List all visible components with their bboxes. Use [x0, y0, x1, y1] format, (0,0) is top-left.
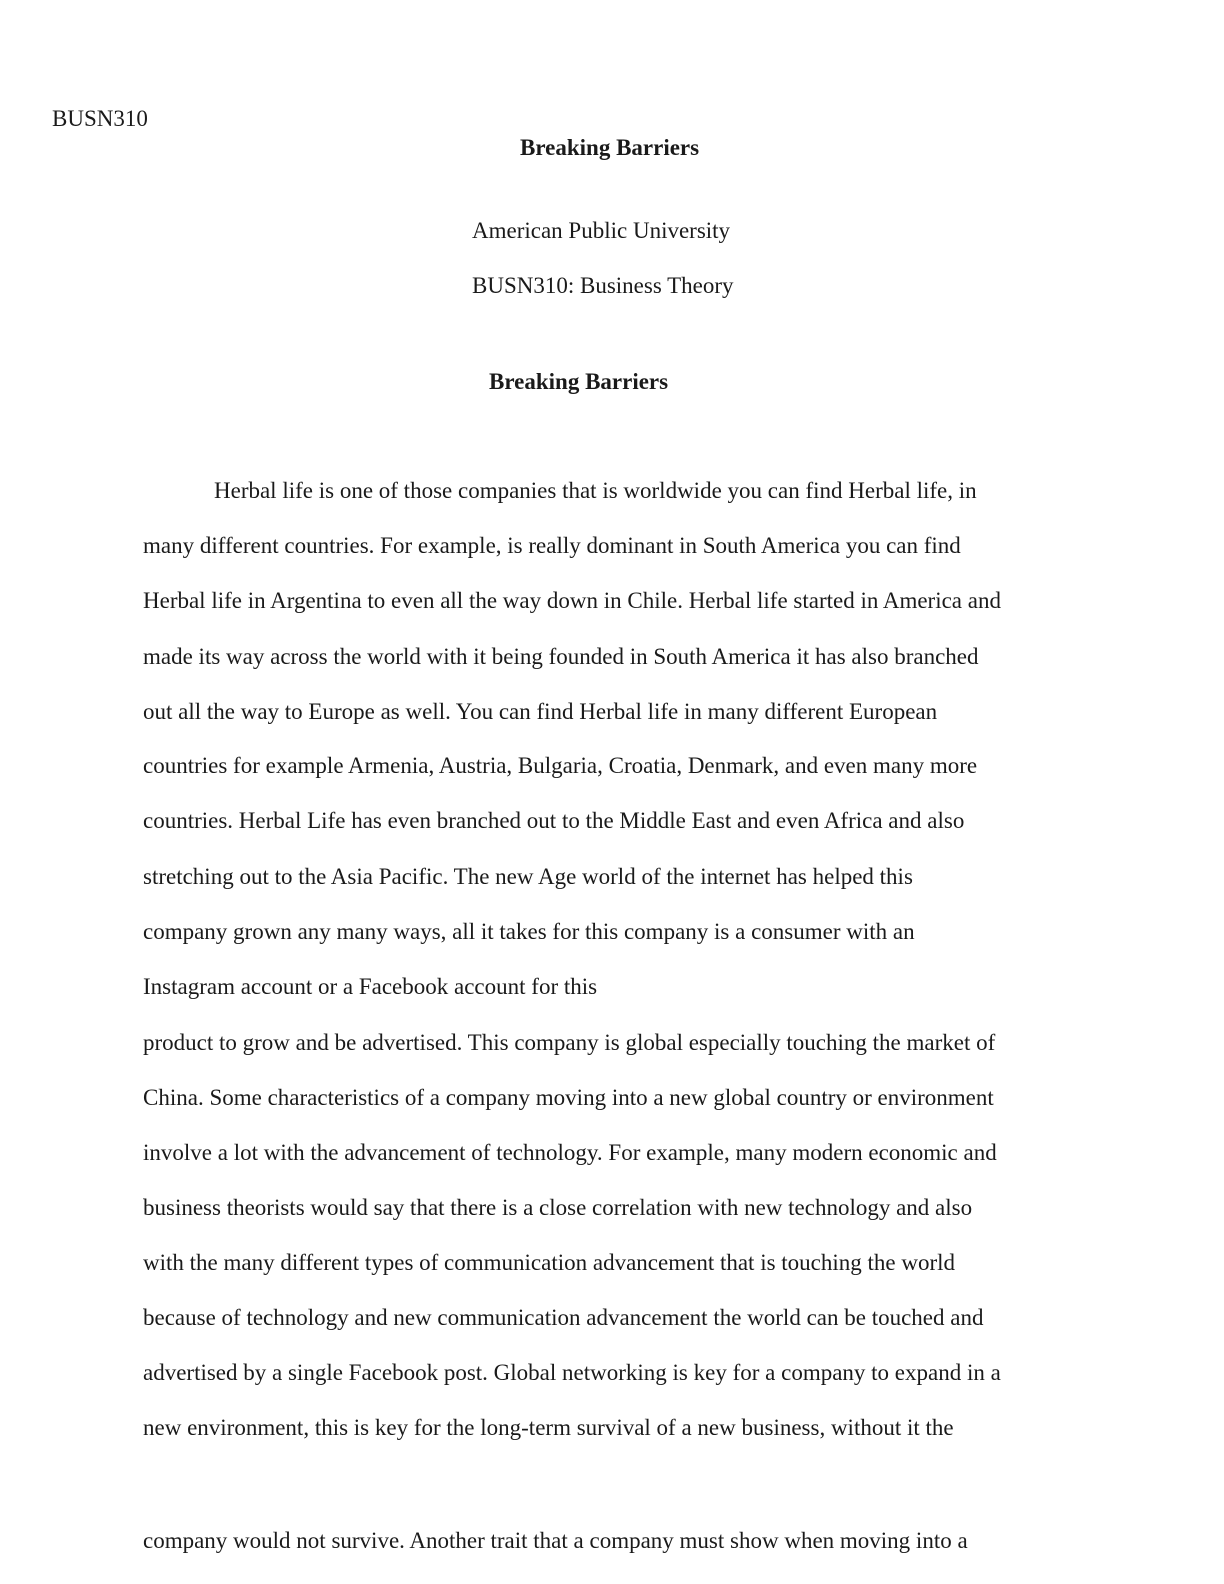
body-line: with the many different types of communication advancement that is touching the world — [143, 1250, 956, 1275]
body-line: advertised by a single Facebook post. Global networking is key for a company to expand in a — [143, 1360, 1001, 1385]
title-page-title: Breaking Barriers — [520, 135, 700, 160]
body-line: company would not survive. Another trait that a company must show when moving into a — [143, 1528, 968, 1553]
body-line: countries for example Armenia, Austria, Bulgaria, Croatia, Denmark, and even many more — [143, 753, 978, 778]
body-line: new environment, this is key for the long-term survival of a new business, without it the — [143, 1415, 954, 1440]
body-line: many different countries. For example, is really dominant in South America you can find — [143, 533, 961, 558]
body-line: Herbal life in Argentina to even all the way down in Chile. Herbal life started in America and — [143, 588, 1001, 613]
body-line: out all the way to Europe as well. You can find Herbal life in many different European — [143, 699, 938, 724]
body-line: business theorists would say that there is a close correlation with new technology and also — [143, 1195, 973, 1220]
body-line: involve a lot with the advancement of technology. For example, many modern economic and — [143, 1140, 997, 1165]
running-head: BUSN310 — [52, 106, 148, 131]
course-name: BUSN310: Business Theory — [472, 273, 734, 298]
body-line: made its way across the world with it being founded in South America it has also branched — [143, 644, 979, 669]
essay-title: Breaking Barriers — [489, 369, 669, 394]
body-line: company grown any many ways, all it takes for this company is a consumer with an — [143, 919, 915, 944]
body-line: countries. Herbal Life has even branched out to the Middle East and even Africa and also — [143, 808, 965, 833]
university-name: American Public University — [472, 218, 731, 243]
body-line: Herbal life is one of those companies that is worldwide you can find Herbal life, in — [214, 478, 977, 503]
body-line: product to grow and be advertised. This company is global especially touching the market of — [143, 1030, 996, 1055]
body-line: because of technology and new communication advancement the world can be touched and — [143, 1305, 984, 1330]
body-line: China. Some characteristics of a company moving into a new global country or environment — [143, 1085, 994, 1110]
body-line: stretching out to the Asia Pacific. The new Age world of the internet has helped this — [143, 864, 913, 889]
body-line: Instagram account or a Facebook account for this — [143, 974, 598, 999]
